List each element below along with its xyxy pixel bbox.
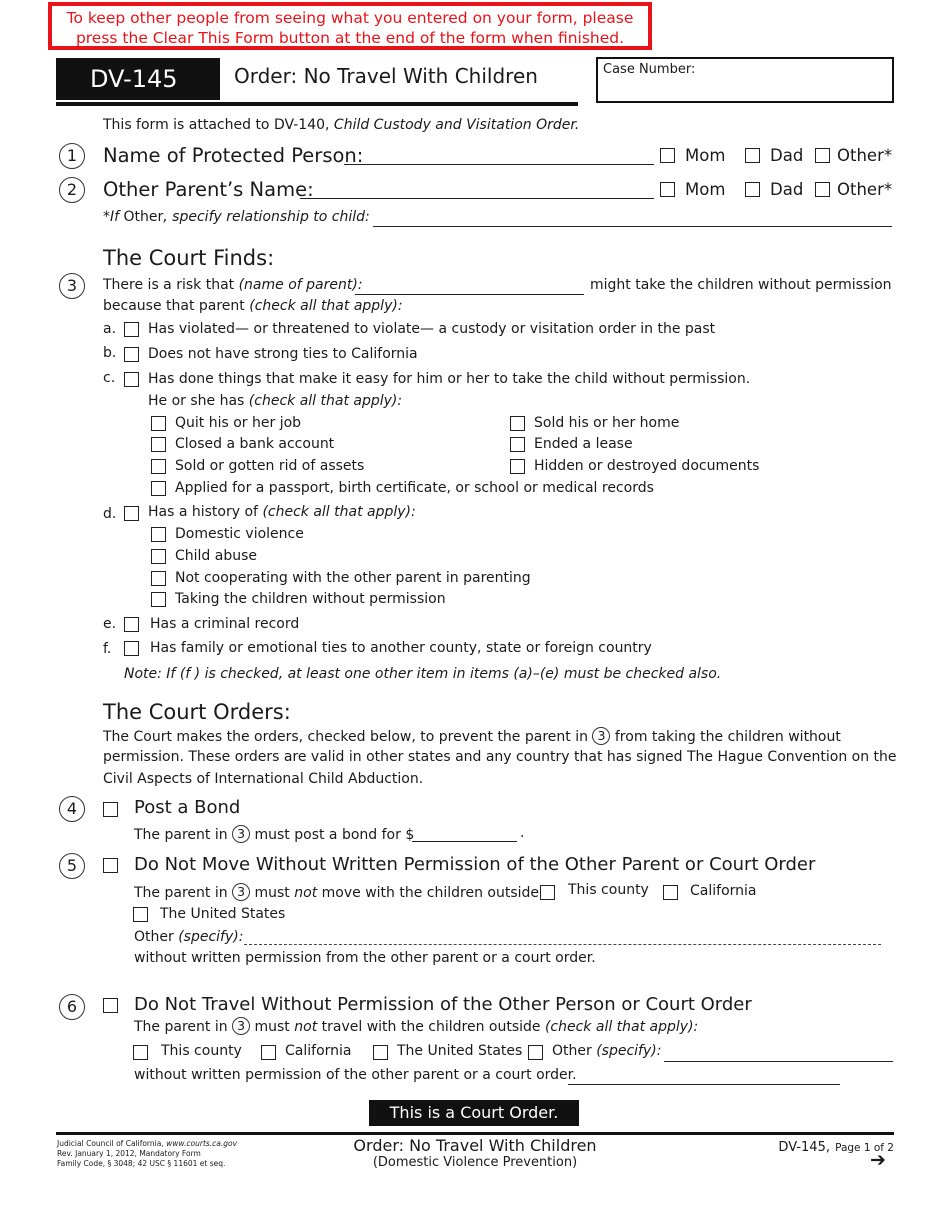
footer-council: Judicial Council of California, xyxy=(57,1139,167,1148)
d-taking-children-label: Taking the children without permission xyxy=(175,591,446,607)
d-not-cooperating-label: Not cooperating with the other parent in parenting xyxy=(175,570,531,586)
footer-title: Order: No Travel With Children xyxy=(353,1136,597,1155)
item5-text1: The parent in xyxy=(134,885,228,901)
protected-person-input[interactable] xyxy=(344,164,654,165)
item6-title: Do Not Travel Without Permission of the Other Person or Court Order xyxy=(134,994,752,1015)
item5-us-checkbox[interactable] xyxy=(133,907,148,922)
item5-text xyxy=(134,883,539,901)
item6-text3-italic: (check all that apply): xyxy=(544,1019,699,1035)
case-number-label: Case Number: xyxy=(603,62,696,77)
item5-other-prefix: Other xyxy=(134,929,179,945)
orders-intro-text2: from taking the children without xyxy=(614,729,841,745)
item6-us-label: The United States xyxy=(397,1043,523,1059)
item3c-letter: c. xyxy=(103,370,116,386)
item-number-2: 2 xyxy=(59,177,85,203)
other-parent-input[interactable] xyxy=(300,198,654,199)
footer-page: Page 1 of 2 xyxy=(835,1142,894,1154)
item6-ref: 3 xyxy=(232,1017,250,1035)
item3a-checkbox[interactable] xyxy=(124,322,139,337)
relationship-other: Other xyxy=(123,209,164,225)
item2-mom-checkbox[interactable] xyxy=(660,182,675,197)
item3a-text: Has violated— or threatened to violate— a custody or visitation order in the past xyxy=(148,321,716,337)
item3c-checkbox[interactable] xyxy=(124,372,139,387)
item5-other-input[interactable] xyxy=(244,944,881,945)
c-passport-label: Applied for a passport, birth certificate, or school or medical records xyxy=(175,480,654,496)
d-domestic-violence-checkbox[interactable] xyxy=(151,527,166,542)
item3b-letter: b. xyxy=(103,345,117,361)
form-number: DV-145 xyxy=(56,58,220,100)
item2-dad-label: Dad xyxy=(770,180,804,199)
item3a-letter: a. xyxy=(103,321,117,337)
item3c-sub-text: He or she has xyxy=(148,393,249,409)
item5-ref: 3 xyxy=(232,883,250,901)
item3c-text: Has done things that make it easy for him or her to take the child without permission. xyxy=(148,371,751,387)
item6-other-label xyxy=(552,1043,661,1059)
c-ended-lease-label: Ended a lease xyxy=(534,436,633,452)
item6-other-italic: (specify): xyxy=(596,1043,662,1059)
c-closed-bank-label: Closed a bank account xyxy=(175,436,335,452)
item3d-letter: d. xyxy=(103,506,117,522)
item1-dad-label: Dad xyxy=(770,146,804,165)
item6-california-label: California xyxy=(285,1043,352,1059)
because-text: because that parent xyxy=(103,298,250,314)
item1-other-label: Other* xyxy=(837,146,893,165)
risk-prefix-italic: (name of parent): xyxy=(238,277,363,293)
footer-subtitle: (Domestic Violence Prevention) xyxy=(372,1155,578,1170)
c-ended-lease-checkbox[interactable] xyxy=(510,437,525,452)
risk-suffix: might take the children without permission xyxy=(590,277,892,293)
d-domestic-violence-label: Domestic violence xyxy=(175,526,304,542)
item5-not: not xyxy=(294,885,318,901)
item6-not: not xyxy=(294,1019,318,1035)
item3c-sub xyxy=(148,393,402,409)
d-not-cooperating-checkbox[interactable] xyxy=(151,571,166,586)
item3e-letter: e. xyxy=(103,616,117,632)
form-title: Order: No Travel With Children xyxy=(234,64,538,88)
item3e-text: Has a criminal record xyxy=(150,616,300,632)
item6-california-checkbox[interactable] xyxy=(261,1045,276,1060)
item6-other-input[interactable] xyxy=(664,1061,893,1062)
item3f-text: Has family or emotional ties to another county, state or foreign country xyxy=(150,640,652,656)
item5-other-label xyxy=(134,929,243,945)
relationship-label xyxy=(103,209,370,225)
d-child-abuse-label: Child abuse xyxy=(175,548,258,564)
item5-other-italic: (specify): xyxy=(178,929,244,945)
court-orders-heading: The Court Orders: xyxy=(103,700,291,724)
item4-text xyxy=(134,825,414,843)
attachment-prefix: This form is attached to DV-140, xyxy=(103,117,334,133)
attachment-note xyxy=(103,117,579,133)
item6-text2: must xyxy=(254,1019,295,1035)
c-passport-checkbox[interactable] xyxy=(151,481,166,496)
item5-california-checkbox[interactable] xyxy=(663,885,678,900)
item6-us-checkbox[interactable] xyxy=(373,1045,388,1060)
c-sold-assets-checkbox[interactable] xyxy=(151,459,166,474)
relationship-suffix: , specify relationship to child: xyxy=(163,209,370,225)
footer-left-line1 xyxy=(57,1139,237,1149)
c-quit-job-checkbox[interactable] xyxy=(151,416,166,431)
item1-other-checkbox[interactable] xyxy=(815,148,830,163)
c-sold-home-checkbox[interactable] xyxy=(510,416,525,431)
item3b-checkbox[interactable] xyxy=(124,347,139,362)
d-child-abuse-checkbox[interactable] xyxy=(151,549,166,564)
footer-left xyxy=(57,1139,237,1169)
item1-mom-checkbox[interactable] xyxy=(660,148,675,163)
item6-checkbox[interactable] xyxy=(103,998,118,1013)
orders-intro-line3: Civil Aspects of International Child Abduction. xyxy=(103,771,424,787)
item-3-reference: 3 xyxy=(592,727,610,745)
footer-website: www.courts.ca.gov xyxy=(166,1139,238,1148)
item4-checkbox[interactable] xyxy=(103,802,118,817)
other-parent-label: Other Parent’s Name: xyxy=(103,178,314,201)
c-quit-job-label: Quit his or her job xyxy=(175,415,302,431)
item-number-5: 5 xyxy=(59,853,85,879)
relationship-input[interactable] xyxy=(373,226,892,227)
item4-period: . xyxy=(520,825,525,841)
protected-person-label: Name of Protected Person: xyxy=(103,144,364,167)
item3d-text-main: Has a history of xyxy=(148,504,263,520)
item6-county-checkbox[interactable] xyxy=(133,1045,148,1060)
item3b-text: Does not have strong ties to California xyxy=(148,346,418,362)
item3d-text xyxy=(148,504,416,520)
footer-center xyxy=(330,1136,620,1170)
item3e-checkbox[interactable] xyxy=(124,617,139,632)
c-closed-bank-checkbox[interactable] xyxy=(151,437,166,452)
item6-closing: without written permission of the other parent or a court order. xyxy=(134,1067,577,1083)
item6-text3: travel with the children outside xyxy=(317,1019,545,1035)
item3f-letter: f. xyxy=(103,641,112,657)
item5-california-label: California xyxy=(690,883,757,899)
item4-text1: The parent in xyxy=(134,827,228,843)
item6-text xyxy=(134,1017,698,1035)
orders-intro-line2: permission. These orders are valid in other states and any country that has signed The Hague Convention on the xyxy=(103,749,897,765)
item6-other-prefix: Other xyxy=(552,1043,597,1059)
item5-title: Do Not Move Without Written Permission of the Other Parent or Court Order xyxy=(134,854,816,875)
risk-parent-input[interactable] xyxy=(355,294,584,295)
item1-mom-label: Mom xyxy=(685,146,726,165)
d-taking-children-checkbox[interactable] xyxy=(151,592,166,607)
next-page-arrow-icon: ➔ xyxy=(870,1149,886,1171)
footer-form-id: DV-145, xyxy=(778,1140,830,1155)
c-sold-assets-label: Sold or gotten rid of assets xyxy=(175,458,365,474)
orders-intro-line1 xyxy=(103,727,841,745)
item5-county-checkbox[interactable] xyxy=(540,885,555,900)
item2-mom-label: Mom xyxy=(685,180,726,199)
item4-text2: must post a bond for $ xyxy=(254,827,415,843)
privacy-warning: To keep other people from seeing what you entered on your form, please press the Clear This Form button at the end of the form when finished. xyxy=(48,2,652,50)
header-rule xyxy=(56,102,578,106)
item5-text3: move with the children outside xyxy=(317,885,539,901)
item-number-4: 4 xyxy=(59,796,85,822)
c-sold-home-label: Sold his or her home xyxy=(534,415,680,431)
item5-checkbox[interactable] xyxy=(103,858,118,873)
risk-prefix-text: There is a risk that xyxy=(103,277,239,293)
item5-county-label: This county xyxy=(568,882,649,898)
case-number-field[interactable] xyxy=(596,57,894,103)
item5-closing: without written permission from the other parent or a court order. xyxy=(134,950,596,966)
item4-ref: 3 xyxy=(232,825,250,843)
orders-intro-text1: The Court makes the orders, checked below, to prevent the parent in xyxy=(103,729,588,745)
footer-rule xyxy=(56,1132,894,1135)
item2-dad-checkbox[interactable] xyxy=(745,182,760,197)
c-hidden-docs-checkbox[interactable] xyxy=(510,459,525,474)
risk-prefix xyxy=(103,277,363,293)
item6-closing-input[interactable] xyxy=(568,1084,840,1085)
item5-text2: must xyxy=(254,885,295,901)
item3d-checkbox[interactable] xyxy=(124,506,139,521)
item-number-6: 6 xyxy=(59,994,85,1020)
item2-other-label: Other* xyxy=(837,180,893,199)
bond-amount-input[interactable] xyxy=(412,841,517,842)
footer-code: Family Code, § 3048; 42 USC § 11601 et seq. xyxy=(57,1159,226,1168)
item1-dad-checkbox[interactable] xyxy=(745,148,760,163)
item5-us-label: The United States xyxy=(160,906,286,922)
item2-other-checkbox[interactable] xyxy=(815,182,830,197)
court-order-banner: This is a Court Order. xyxy=(369,1100,579,1126)
item3f-note: Note: If (f ) is checked, at least one other item in items (a)–(e) must be checked also. xyxy=(124,666,722,682)
item3d-text-italic: (check all that apply): xyxy=(262,504,416,520)
item4-title: Post a Bond xyxy=(134,797,241,818)
because-line xyxy=(103,298,403,314)
item6-text1: The parent in xyxy=(134,1019,228,1035)
item6-county-label: This county xyxy=(161,1043,242,1059)
because-italic: (check all that apply): xyxy=(249,298,403,314)
item-number-1: 1 xyxy=(59,143,85,169)
item3f-checkbox[interactable] xyxy=(124,641,139,656)
item6-other-checkbox[interactable] xyxy=(528,1045,543,1060)
item-number-3: 3 xyxy=(59,273,85,299)
relationship-prefix: *If xyxy=(103,209,124,225)
attachment-form: Child Custody and Visitation Order. xyxy=(333,117,580,133)
footer-revision: Rev. January 1, 2012, Mandatory Form xyxy=(57,1149,201,1158)
item3c-sub-italic: (check all that apply): xyxy=(248,393,403,409)
court-finds-heading: The Court Finds: xyxy=(103,246,275,270)
c-hidden-docs-label: Hidden or destroyed documents xyxy=(534,458,760,474)
